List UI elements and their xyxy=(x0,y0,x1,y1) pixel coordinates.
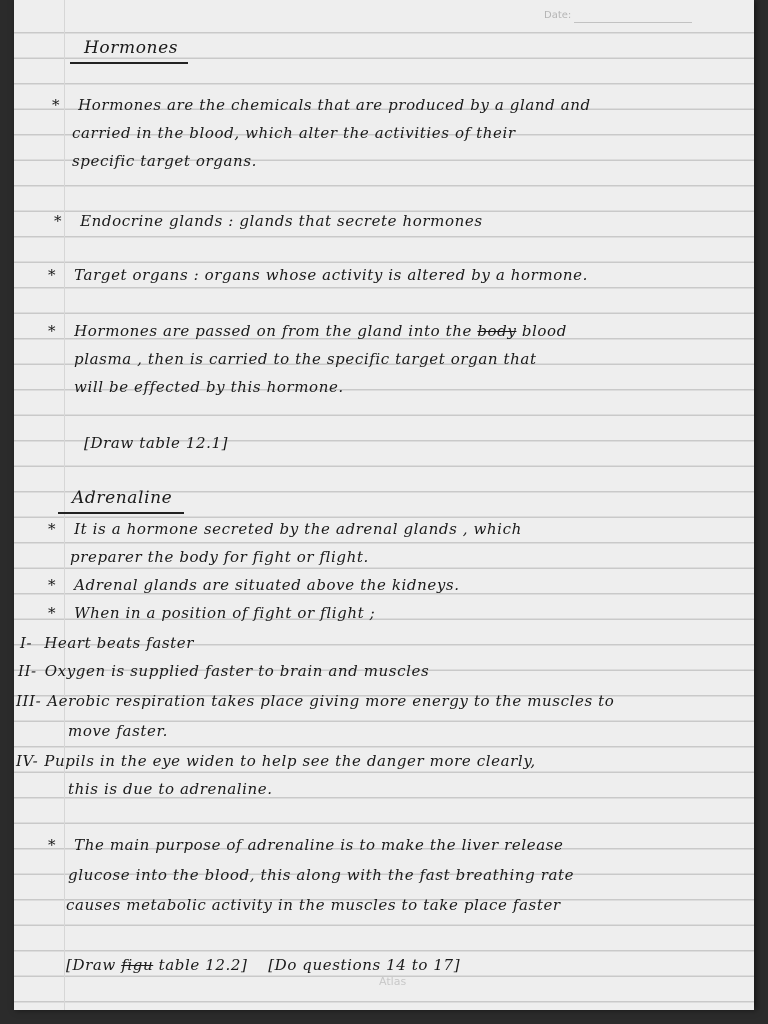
bullet-4-line-2: plasma , then is carried to the specific target organ that xyxy=(74,350,537,368)
bullet-marker: * xyxy=(54,212,63,230)
bullet-1-line-2: carried in the blood, which alter the activities of their xyxy=(72,124,516,142)
list-item-4-line-1: Pupils in the eye widen to help see the danger more clearly, xyxy=(44,752,536,770)
adrenaline-bullet-4 xyxy=(48,836,564,854)
adrenaline-bullet-1-line-1: It is a hormone secreted by the adrenal glands , which xyxy=(74,520,522,538)
section-title-hormones: Hormones xyxy=(84,38,179,58)
title-underline-adrenaline xyxy=(58,512,184,514)
list-item-3-line-2: move faster. xyxy=(68,722,168,740)
margin-line xyxy=(64,0,65,1010)
list-item-2-text: Oxygen is supplied faster to brain and muscles xyxy=(44,662,430,680)
bullet-3-line-1: Target organs : organs whose activity is altered by a hormone. xyxy=(74,266,588,284)
adrenaline-bullet-4-line-2: glucose into the blood, this along with the fast breathing rate xyxy=(68,866,575,884)
struck-word: body xyxy=(477,322,517,340)
questions-note: [Do questions 14 to 17] xyxy=(268,956,461,974)
bullet-marker: * xyxy=(52,96,61,114)
adrenaline-bullet-3-line-1: When in a position of fight or flight ; xyxy=(74,604,376,622)
adrenaline-bullet-4-line-1: The main purpose of adrenaline is to make the liver release xyxy=(74,836,564,854)
watermark: Atlas xyxy=(379,975,407,988)
bullet-marker: * xyxy=(48,266,57,284)
list-item-4-line-2: this is due to adrenaline. xyxy=(68,780,273,798)
footer-notes xyxy=(66,956,460,974)
list-item-1-text: Heart beats faster xyxy=(44,634,195,652)
adrenaline-bullet-2-line-1: Adrenal glands are situated above the kidneys. xyxy=(74,576,460,594)
date-label: Date: xyxy=(544,10,572,21)
struck-word-figu: figu xyxy=(121,956,154,974)
section-title-adrenaline: Adrenaline xyxy=(72,488,173,508)
list-item-2 xyxy=(18,662,429,680)
list-item-4 xyxy=(16,752,536,770)
adrenaline-bullet-3 xyxy=(48,604,375,622)
bullet-2-line-1: Endocrine glands : glands that secrete hormones xyxy=(80,212,483,230)
list-marker: III- xyxy=(16,692,42,710)
bullet-marker: * xyxy=(48,576,57,594)
bullet-4-line-1-start: Hormones are passed on from the gland into the xyxy=(74,322,472,340)
bullet-1 xyxy=(52,96,591,114)
list-item-1 xyxy=(20,634,194,652)
date-underline xyxy=(574,22,692,23)
adrenaline-bullet-2 xyxy=(48,576,460,594)
draw-word: [Draw xyxy=(66,956,116,974)
bullet-4-line-1-end: blood xyxy=(521,322,567,340)
bullet-4 xyxy=(48,322,567,340)
draw-table-note-1: [Draw table 12.1] xyxy=(84,434,229,452)
list-marker: II- xyxy=(18,662,37,680)
bullet-marker: * xyxy=(48,322,57,340)
list-marker: IV- xyxy=(16,752,39,770)
adrenaline-bullet-1-line-2: preparer the body for fight or flight. xyxy=(70,548,369,566)
bullet-marker: * xyxy=(48,836,57,854)
title-underline-hormones xyxy=(70,62,188,64)
bullet-2 xyxy=(54,212,483,230)
bullet-3 xyxy=(48,266,588,284)
bullet-1-line-3: specific target organs. xyxy=(72,152,257,170)
list-marker: I- xyxy=(20,634,33,652)
bullet-1-line-1: Hormones are the chemicals that are produced by a gland and xyxy=(78,96,591,114)
list-item-3 xyxy=(16,692,614,710)
list-item-3-line-1: Aerobic respiration takes place giving more energy to the muscles to xyxy=(47,692,615,710)
draw-table-note-2: table 12.2] xyxy=(158,956,248,974)
adrenaline-bullet-4-line-3: causes metabolic activity in the muscles to take place faster xyxy=(66,896,561,914)
notebook-page xyxy=(14,0,754,1010)
bullet-marker: * xyxy=(48,604,57,622)
adrenaline-bullet-1 xyxy=(48,520,522,538)
bullet-marker: * xyxy=(48,520,57,538)
bullet-4-line-3: will be effected by this hormone. xyxy=(74,378,344,396)
